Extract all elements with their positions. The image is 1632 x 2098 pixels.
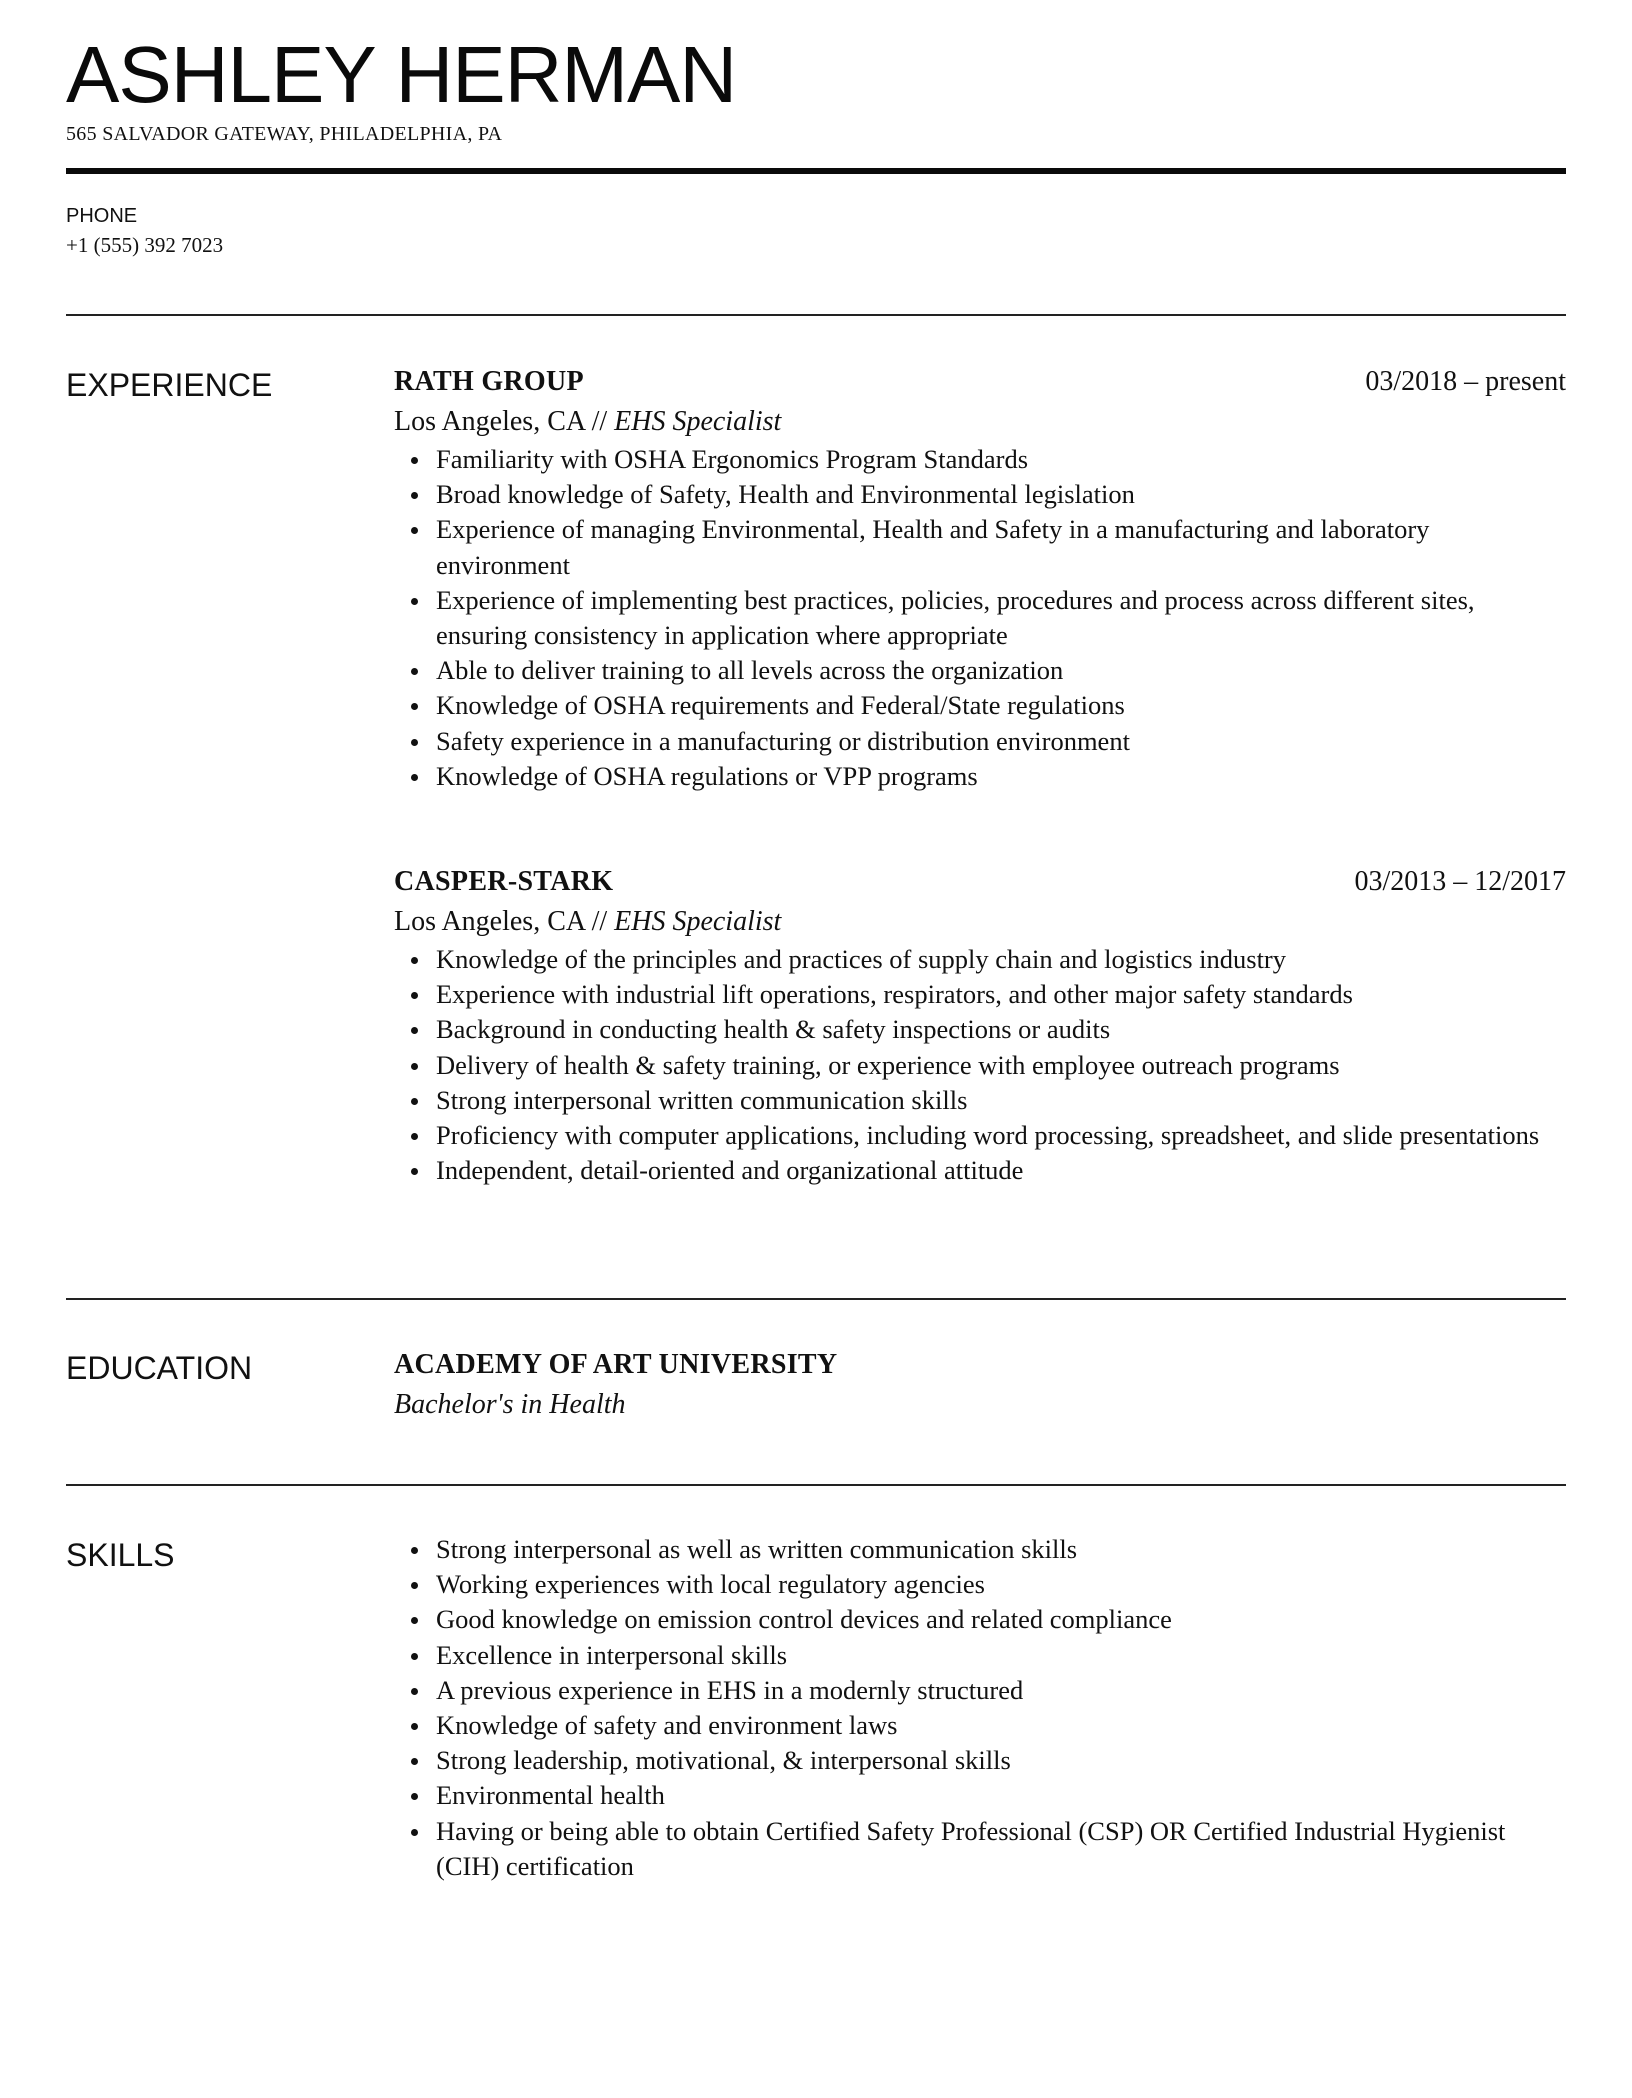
list-item: Broad knowledge of Safety, Health and Environmental legislation — [394, 477, 1566, 512]
section-divider — [66, 314, 1566, 316]
job-dates: 03/2018 – present — [1365, 366, 1566, 397]
list-item: Excellence in interpersonal skills — [394, 1638, 1566, 1673]
list-item: Knowledge of OSHA regulations or VPP programs — [394, 759, 1566, 794]
list-item: Familiarity with OSHA Ergonomics Program Standards — [394, 442, 1566, 477]
job-bullets — [394, 442, 1566, 794]
company-name: CASPER-STARK — [394, 866, 614, 897]
list-item: Knowledge of OSHA requirements and Federal/State regulations — [394, 688, 1566, 723]
skills-list — [394, 1532, 1566, 1884]
job-entry — [394, 862, 1566, 1188]
job-location: Los Angeles, CA — [394, 906, 585, 937]
list-item: Strong interpersonal written communication skills — [394, 1083, 1566, 1118]
candidate-address: 565 SALVADOR GATEWAY, PHILADELPHIA, PA — [66, 123, 503, 145]
phone-label: PHONE — [66, 205, 138, 227]
candidate-name: ASHLEY HERMAN — [66, 30, 737, 119]
company-name: RATH GROUP — [394, 366, 584, 397]
list-item: Working experiences with local regulatory agencies — [394, 1567, 1566, 1602]
job-location: Los Angeles, CA — [394, 406, 585, 437]
list-item: Knowledge of the principles and practices of supply chain and logistics industry — [394, 942, 1566, 977]
location-role-separator: // — [584, 906, 615, 937]
list-item: Independent, detail-oriented and organizational attitude — [394, 1153, 1566, 1188]
job-dates: 03/2013 – 12/2017 — [1354, 866, 1566, 897]
list-item: Able to deliver training to all levels across the organization — [394, 653, 1566, 688]
list-item: Good knowledge on emission control devices and related compliance — [394, 1602, 1566, 1637]
list-item: Delivery of health & safety training, or experience with employee outreach programs — [394, 1048, 1566, 1083]
job-location-role — [394, 402, 1566, 442]
list-item: Strong leadership, motivational, & interpersonal skills — [394, 1743, 1566, 1778]
experience-heading: EXPERIENCE — [66, 367, 273, 403]
list-item: Strong interpersonal as well as written communication skills — [394, 1532, 1566, 1567]
location-role-separator: // — [584, 406, 615, 437]
section-divider — [66, 1484, 1566, 1486]
list-item: Experience of implementing best practices, policies, procedures and process across different sites, ensuring consistency in application where appropriate — [394, 583, 1566, 653]
list-item: Experience with industrial lift operations, respirators, and other major safety standards — [394, 977, 1566, 1012]
skills-heading: SKILLS — [66, 1537, 175, 1573]
list-item: Experience of managing Environmental, Health and Safety in a manufacturing and laboratory environment — [394, 512, 1566, 582]
list-item: Environmental health — [394, 1778, 1566, 1813]
list-item: A previous experience in EHS in a modernly structured — [394, 1673, 1566, 1708]
degree: Bachelor's in Health — [394, 1389, 626, 1420]
list-item: Knowledge of safety and environment laws — [394, 1708, 1566, 1743]
education-heading: EDUCATION — [66, 1350, 253, 1386]
job-bullets — [394, 942, 1566, 1188]
school-name: ACADEMY OF ART UNIVERSITY — [394, 1349, 838, 1380]
job-role: EHS Specialist — [614, 406, 782, 437]
list-item: Proficiency with computer applications, including word processing, spreadsheet, and slide presentations — [394, 1118, 1566, 1153]
header-divider — [66, 168, 1566, 174]
list-item: Background in conducting health & safety inspections or audits — [394, 1012, 1566, 1047]
job-role: EHS Specialist — [614, 906, 782, 937]
skills-entry — [394, 1532, 1566, 1884]
section-divider — [66, 1298, 1566, 1300]
list-item: Having or being able to obtain Certified Safety Professional (CSP) OR Certified Industrial Hygienist (CIH) certification — [394, 1814, 1566, 1884]
job-location-role — [394, 902, 1566, 942]
education-entry — [394, 1345, 1566, 1425]
phone-number: +1 (555) 392 7023 — [66, 233, 224, 257]
job-entry — [394, 362, 1566, 794]
list-item: Safety experience in a manufacturing or distribution environment — [394, 724, 1566, 759]
